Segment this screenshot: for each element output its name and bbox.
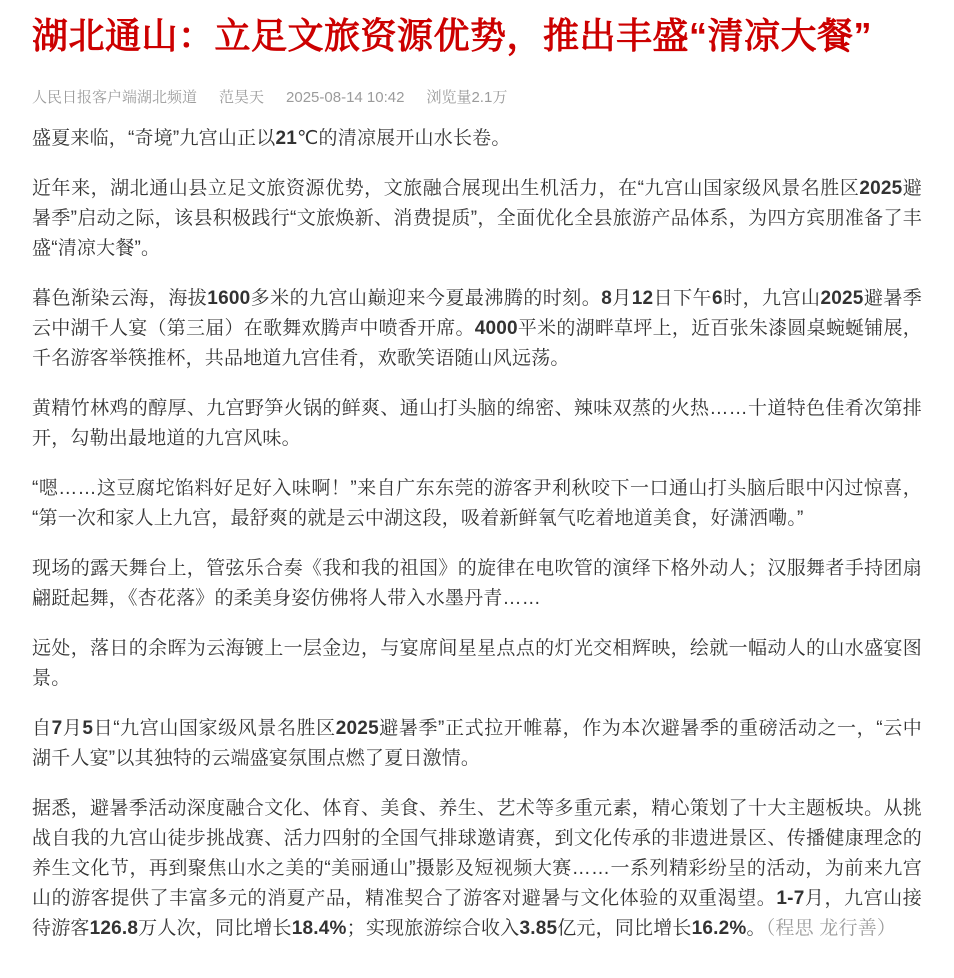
article-source: 人民日报客户端湖北频道	[32, 89, 198, 106]
article-title: 湖北通山：立足文旅资源优势，推出丰盛“清凉大餐”	[32, 15, 873, 56]
article-paragraph	[32, 794, 922, 944]
article-paragraph: 暮色渐染云海，海拔1600多米的九宫山巅迎来今夏最沸腾的时刻。8月12日下午6时，九宫山2025避暑季云中湖千人宴（第三届）在歌舞欢腾声中喷香开席。4000平米的湖畔草坪上，近百张朱漆圆桌蜿蜒铺展，千名游客举筷推杯，共品地道九宫佳肴，欢歌笑语随山风远荡。	[32, 288, 923, 369]
publish-datetime: 2025-08-14 10:42	[286, 89, 405, 106]
article-paragraph: 黄精竹林鸡的醇厚、九宫野笋火锅的鲜爽、通山打头脑的绵密、辣味双蒸的火热……十道特色佳肴次第排开，勾勒出最地道的九宫风味。	[32, 398, 922, 449]
article-body	[32, 124, 922, 944]
byline: （程思 龙行善）	[765, 918, 897, 939]
view-count: 浏览量2.1万	[426, 89, 508, 106]
article-author: 范昊天	[219, 89, 265, 106]
article-paragraph: 现场的露天舞台上，管弦乐合奏《我和我的祖国》的旋律在电吹管的演绎下格外动人；汉服舞者手持团扇翩跹起舞，《杏花落》的柔美身姿仿佛将人带入水墨丹青……	[32, 558, 922, 609]
paragraph-text: 据悉，避暑季活动深度融合文化、体育、美食、养生、艺术等多重元素，精心策划了十大主题板块。从挑战自我的九宫山徒步挑战赛、活力四射的全国气排球邀请赛，到文化传承的非遗进景区、传播健康理念的养生文化节，再到聚焦山水之美的“美丽通山”摄影及短视频大赛……一系列精彩纷呈的活动，为前来九宫山的游客提供了丰富多元的消夏产品，精准契合了游客对避暑与文化体验的双重渴望。1-7月，九宫山接待游客126.8万人次，同比增长18.4%；实现旅游综合收入3.85亿元，同比增长16.2%。	[32, 798, 923, 939]
article-paragraph: 近年来，湖北通山县立足文旅资源优势，文旅融合展现出生机活力，在“九宫山国家级风景名胜区2025避暑季”启动之际，该县积极践行“文旅焕新、消费提质”，全面优化全县旅游产品体系，为四方宾朋准备了丰盛“清凉大餐”。	[32, 178, 922, 259]
article-paragraph: 盛夏来临，“奇境”九宫山正以21℃的清凉展开山水长卷。	[32, 128, 511, 149]
article-paragraph: “嗯……这豆腐坨馅料好足好入味啊！”来自广东东莞的游客尹利秋咬下一口通山打头脑后眼中闪过惊喜，“第一次和家人上九宫，最舒爽的就是云中湖这段，吸着新鲜氧气吃着地道美食，好潇洒嘞。”	[32, 478, 922, 529]
article-paragraph: 自7月5日“九宫山国家级风景名胜区2025避暑季”正式拉开帷幕，作为本次避暑季的重磅活动之一，“云中湖千人宴”以其独特的云端盛宴氛围点燃了夏日激情。	[32, 718, 922, 769]
article-paragraph: 远处，落日的余晖为云海镀上一层金边，与宴席间星星点点的灯光交相辉映，绘就一幅动人的山水盛宴图景。	[32, 638, 922, 689]
article-meta	[32, 88, 922, 108]
